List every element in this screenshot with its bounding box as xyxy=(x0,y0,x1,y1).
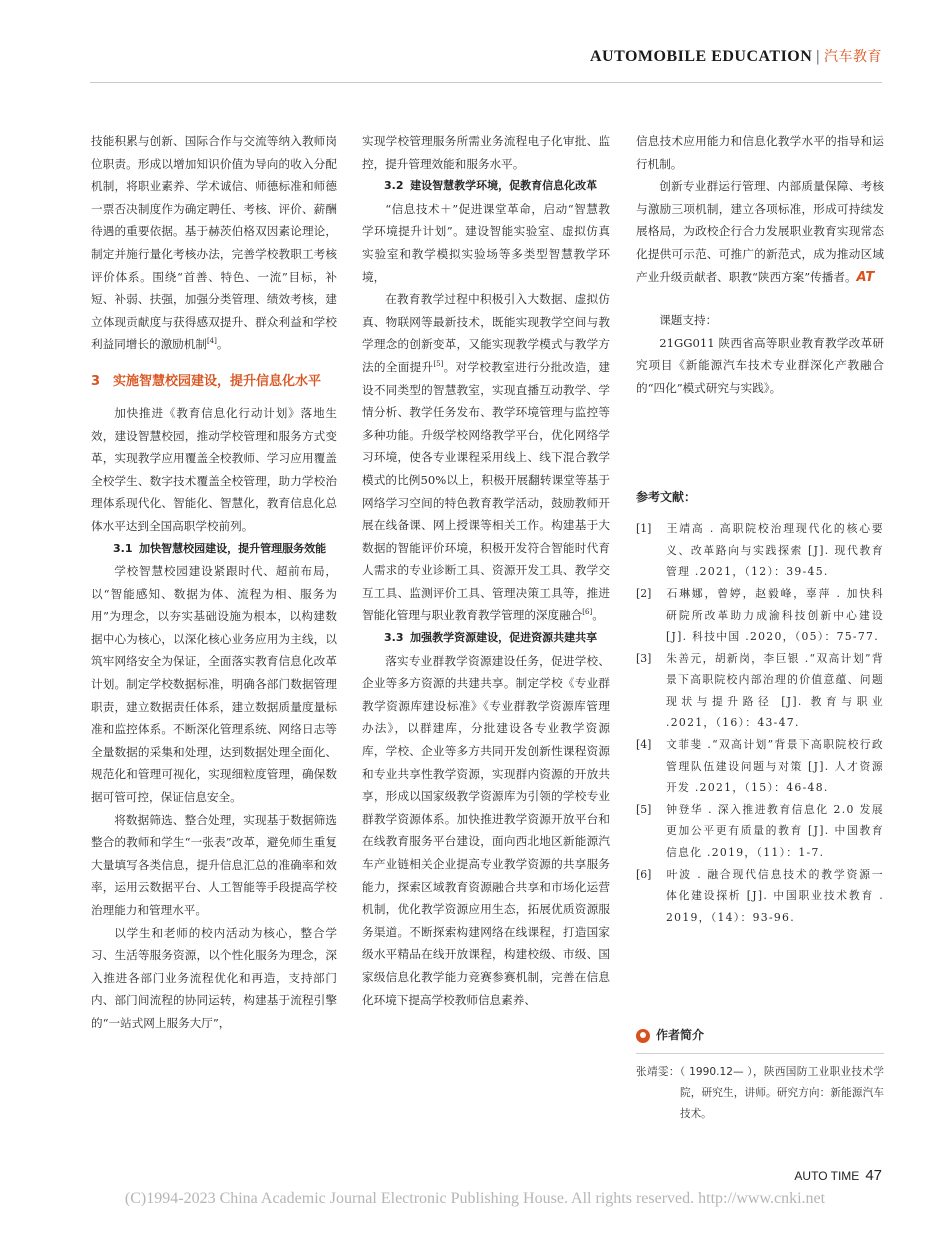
paragraph-text: 创新专业群运行管理、内部质量保障、考核与激励三项机制，建立各项标准，形成可持续发展格局，为政校企行合力发展职业教育实现常态化提供可示范、可推广的新范式，成为推动区域产业升级贡献者、职教“陕西方案”传播者。 xyxy=(636,179,884,284)
reference-text: 王靖高 . 高职院校治理现代化的核心要义、改革路向与实践探索 [J]. 现代教育管理 .2021，（12）：39-45. xyxy=(666,522,884,579)
author-bio-title xyxy=(636,1024,884,1054)
journal-title-en: AUTOMOBILE EDUCATION xyxy=(589,48,813,65)
subsection-title: 加强教学资源建设，促进资源共建共享 xyxy=(410,631,598,645)
reference-number: [6] xyxy=(636,867,652,881)
paragraph: 信息技术应用能力和信息化教学水平的指导和运行机制。 xyxy=(636,134,884,171)
paragraph: 落实专业群教学资源建设任务，促进学校、企业等多方资源的共建共享。制定学校《专业群教学资源库建设标准》《专业群教学资源库管理办法》，以群建库，分批建设各专业教学资源库，学校、企业等多方共同开发创新性课程资源和专业共享性教学资源，实现群内资源的开放共享，形成以国家级教学资源库为引领的学校专业群教学资源体系。加快推进教学资源开放平台和在线教育服务平台建设，面向西北地区新能源汽车产业链相关企业提高专业教学资源的共享服务能力，探索区域教育资源融合共享和市场化运营机制，优化教学资源应用生态，拓展优质资源服务渠道。不断探索构建网络在线课程，打造国家级水平精品在线开放课程，构建校级、市级、国家级信息化教学能力竞赛参赛机制，完善在信息化环境下提高学校教师信息素养、 xyxy=(362,653,610,1007)
reference-number: [1] xyxy=(636,522,652,536)
paragraph: 学校智慧校园建设紧跟时代、超前布局，以“智能感知、数据为体、流程为相、服务为用”为理念，以夯实基础设施为根本，以构建数据中心为核心，以深化核心业务应用为主线，以筑牢网络安全为保证，全面落实教育信息化改革计划。制定学校数据标准，明确各部门数据管理职责，建立数据责任体系，建立数据质量度量标准和监控体系。不断深化管理系统、网络日志等全量数据的采集和处理，达到数据处理全面化、规范化和管理可视化，实现细粒度管理，确保数据可管可控，保证信息安全。 xyxy=(91,564,337,805)
citation: [5] xyxy=(433,360,444,369)
footer-journal xyxy=(794,1167,882,1184)
copyright-watermark: (C)1994-2023 China Academic Journal Electronic Publishing House. All rights reserved. http://www.cnki.net xyxy=(124,1190,826,1207)
citation: [6] xyxy=(582,608,593,617)
paragraph: 实现学校管理服务所需业务流程电子化审批、监控，提升管理效能和服务水平。 xyxy=(362,134,610,171)
paragraph-end: 。 xyxy=(592,608,604,623)
reference-item xyxy=(636,864,884,929)
reference-item xyxy=(636,648,884,734)
page-number: 47 xyxy=(865,1167,882,1184)
paragraph-end: 。 xyxy=(216,337,229,352)
paragraph xyxy=(636,175,884,289)
paragraph-text: 技能积累与创新、国际合作与交流等纳入教师岗位职责。形成以增加知识价值为导向的收入分配机制，将职业素养、学术诚信、师德标准和师德一票否决制度作为确定聘任、考核、评价、薪酬待遇的重要依据。基于赫茨伯格双因素论理论，制定并施行量化考核办法，完善学校教职工考核评价体系。围绕“首善、特色、一流”目标，补短、补弱、扶强，加强分类管理、绩效考核，建立体现贡献度与获得感双提升、群众利益和学校利益同增长的激励机制 xyxy=(91,134,337,352)
reference-text: 朱善元，胡新岗，李巨银 .“双高计划”背景下高职院校内部治理的价值意蕴、问题现状与提升路径 [J]. 教育与职业 .2021，（16）：43-47. xyxy=(666,651,884,730)
paragraph: 以学生和老师的校内活动为核心，整合学习、生活等服务资源，以个性化服务为理念，深入推进各部门业务流程优化和再造，支持部门内、部门间流程的协同运转，构建基于流程引擎的“一站式网上服务大厅”， xyxy=(91,925,337,1030)
reference-number: [4] xyxy=(636,738,652,752)
reference-item xyxy=(636,583,884,648)
article-end-mark: AT xyxy=(856,269,875,285)
paragraph-text: 在教育教学过程中积极引入大数据、虚拟仿真、物联网等最新技术，既能实现教学空间与教学理念的创新变革，又能实现教学模式与教学方法的全面提升 xyxy=(362,292,610,374)
paragraph: 将数据筛选、整合处理，实现基于数据筛选整合的教师和学生“一张表”改革，避免师生重复大量填写各类信息，提升信息汇总的准确率和效率，运用云数据平台、人工智能等手段提高学校治理能力和管理水平。 xyxy=(91,812,337,917)
funding-note xyxy=(636,309,884,399)
paragraph: “信息技术＋”促进课堂革命，启动“智慧教学环境提升计划”。建设智能实验室、虚拟仿真实验室和教学模拟实验场等多类型智慧教学环境， xyxy=(362,201,610,284)
footer-label: AUTO TIME xyxy=(794,1169,860,1183)
reference-item xyxy=(636,518,884,583)
text-column-3 xyxy=(636,130,884,1125)
author-bio xyxy=(636,1024,884,1125)
citation: [4] xyxy=(206,337,217,346)
person-icon xyxy=(636,1029,650,1043)
reference-text: 石琳娜，曾婷，赵毅峰，辜萍 . 加快科研院所改革助力成渝科技创新中心建设 [J]. 科技中国 .2020，（05）：75-77. xyxy=(666,586,884,644)
author-bio-text: 张靖雯：（ 1990.12— ），陕西国防工业职业技术学院，研究生，讲师。研究方向：新能源汽车技术。 xyxy=(636,1066,884,1120)
reference-item xyxy=(636,734,884,799)
reference-number: [2] xyxy=(636,586,652,600)
references-title: 参考文献： xyxy=(636,489,697,504)
header-rule xyxy=(90,82,882,83)
paragraph xyxy=(362,288,610,627)
subsection-title: 建设智慧教学环境，促教育信息化改革 xyxy=(410,179,598,193)
text-column-1 xyxy=(91,130,337,1035)
section-heading-3: 3 实施智慧校园建设，提升信息化水平 xyxy=(91,373,322,389)
reference-number: [5] xyxy=(636,802,652,816)
funding-label: 课题支持： xyxy=(659,313,718,328)
journal-title-cn: 汽车教育 xyxy=(824,49,882,65)
paragraph xyxy=(91,130,337,356)
paragraph: 加快推进《教育信息化行动计划》落地生效，建设智慧校园，推动学校管理和服务方式变革，实现教学应用覆盖全校教师、学习应用覆盖全校学生、数字技术覆盖全校管理，助力学校治理体系现代化、智能化、智慧化，教育信息化总体水平达到全国高职学校前列。 xyxy=(91,405,337,533)
reference-list xyxy=(636,518,884,928)
reference-text: 文菲斐 .“双高计划”背景下高职院校行政管理队伍建设问题与对策 [J]. 人才资源开发 .2021，（15）：46-48. xyxy=(666,738,884,795)
text-column-2 xyxy=(362,130,610,1011)
subsection-number: 3.2 xyxy=(384,179,404,193)
author-bio-heading: 作者简介 xyxy=(656,1028,705,1043)
reference-text: 叶波 . 融合现代信息技术的教学资源一体化建设探析 [J]. 中国职业技术教育 . 2019，（14）：93-96. xyxy=(666,867,884,924)
subsection-heading-3-1 xyxy=(91,538,337,561)
reference-number: [3] xyxy=(636,651,652,665)
header-separator: | xyxy=(816,48,820,65)
subsection-number: 3.3 xyxy=(384,631,404,645)
subsection-title: 加快智慧校园建设，提升管理服务效能 xyxy=(139,541,327,555)
funding-text: 21GG011 陕西省高等职业教育教学改革研究项目《新能源汽车技术专业群深化产教融合的“四化”模式研究与实践》。 xyxy=(636,335,884,395)
subsection-heading-3-3 xyxy=(362,627,610,650)
paragraph-text: 。对学校教室进行分批改造，建设不同类型的智慧教室，实现直播互动教学、学情分析、教学任务发布、教学环境管理与监控等多种功能。升级学校网络教学平台，优化网络学习环境，使各专业课程采用线上、线下混合教学模式的比例50%以上，积极开展翻转课堂等基于网络学习空间的特色教育教学活动，鼓励教师开展在线备课、网上授课等相关工作。构建基于大数据的智能评价环境，积极开发符合智能时代育人需求的专业诊断工具、资源开发工具、教学交互工具、监测评价工具、管理决策工具等，推进智能化管理与职业教育教学管理的深度融合 xyxy=(362,359,610,623)
subsection-heading-3-2 xyxy=(362,175,610,198)
reference-item xyxy=(636,799,884,864)
journal-header xyxy=(590,46,882,66)
reference-text: 钟登华 . 深入推进教育信息化 2.0 发展更加公平更有质量的教育 [J]. 中国教育信息化 .2019，（11）：1-7. xyxy=(666,802,884,860)
subsection-number: 3.1 xyxy=(113,541,133,555)
